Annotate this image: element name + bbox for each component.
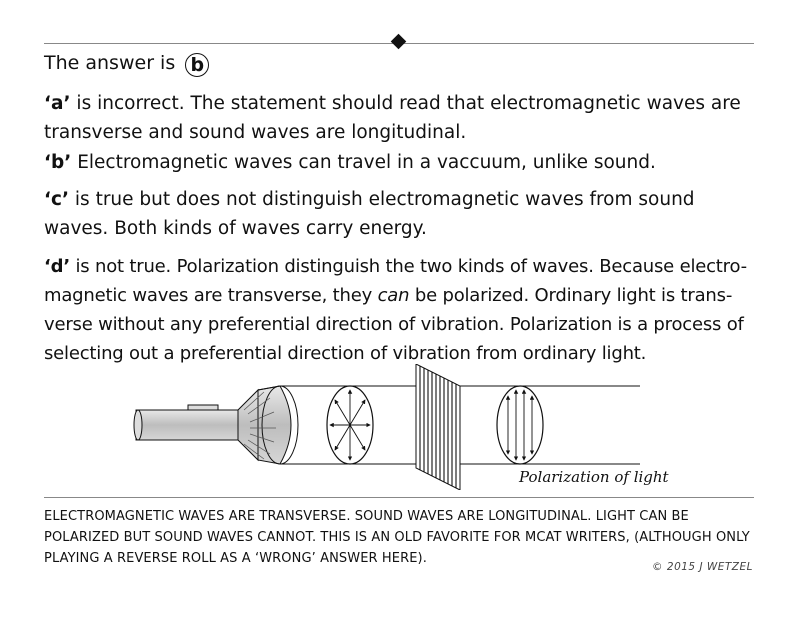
figure-caption: Polarization of light bbox=[519, 468, 669, 486]
summary-note: ELECTROMAGNETIC WAVES ARE TRANSVERSE. SOUND WAVES ARE LONGITUDINAL. LIGHT CAN BE POLARIZED BUT SOUND WAVES CANNOT. THIS IS AN OLD FAVORITE FOR MCAT WRITERS, (ALTHOUGH ONLY PLAYING A REVERSE ROLL AS A ‘WRONG’ ANSWER HERE). bbox=[44, 509, 750, 566]
copyright: © 2015 J WETZEL bbox=[652, 561, 753, 573]
option-a-text: is incorrect. The statement should read that electromagnetic waves are transverse and sound waves are longitudinal. bbox=[44, 93, 741, 143]
diamond-ornament bbox=[391, 34, 407, 50]
option-c-label: ‘c’ bbox=[44, 189, 70, 210]
explanation-c bbox=[44, 185, 759, 243]
explanation-d bbox=[44, 252, 759, 368]
explanation-a bbox=[44, 89, 759, 147]
option-d-text-2: be polarized. Ordinary light is trans-verse without any preferential direction of vibration. Polarization is a process of selecting out a preferential direction of vibration from ordinary light. bbox=[44, 285, 744, 364]
answer-prefix: The answer is bbox=[44, 52, 176, 74]
option-b-label: ‘b’ bbox=[44, 152, 72, 173]
polarization-diagram bbox=[120, 364, 680, 490]
polarizing-filter-icon bbox=[416, 364, 460, 490]
polarized-light-icon bbox=[497, 386, 543, 464]
option-d-label: ‘d’ bbox=[44, 256, 70, 277]
unpolarized-light-icon bbox=[327, 386, 373, 464]
answer-heading bbox=[44, 50, 209, 77]
explanation-b bbox=[44, 148, 759, 177]
flashlight-icon bbox=[134, 386, 298, 464]
option-b-text: Electromagnetic waves can travel in a vaccuum, unlike sound. bbox=[71, 152, 656, 173]
option-a-label: ‘a’ bbox=[44, 93, 71, 114]
option-c-text: is true but does not distinguish electromagnetic waves from sound waves. Both kinds of waves carry energy. bbox=[44, 189, 695, 239]
option-d-emphasis: can bbox=[377, 285, 410, 306]
polarization-figure bbox=[120, 364, 680, 490]
bottom-divider bbox=[44, 497, 754, 498]
option-d-text-1: is not true. Polarization distinguish the two kinds of waves. Because electro-magnetic waves are transverse, they bbox=[44, 256, 747, 306]
answer-letter-circle: b bbox=[185, 53, 209, 77]
